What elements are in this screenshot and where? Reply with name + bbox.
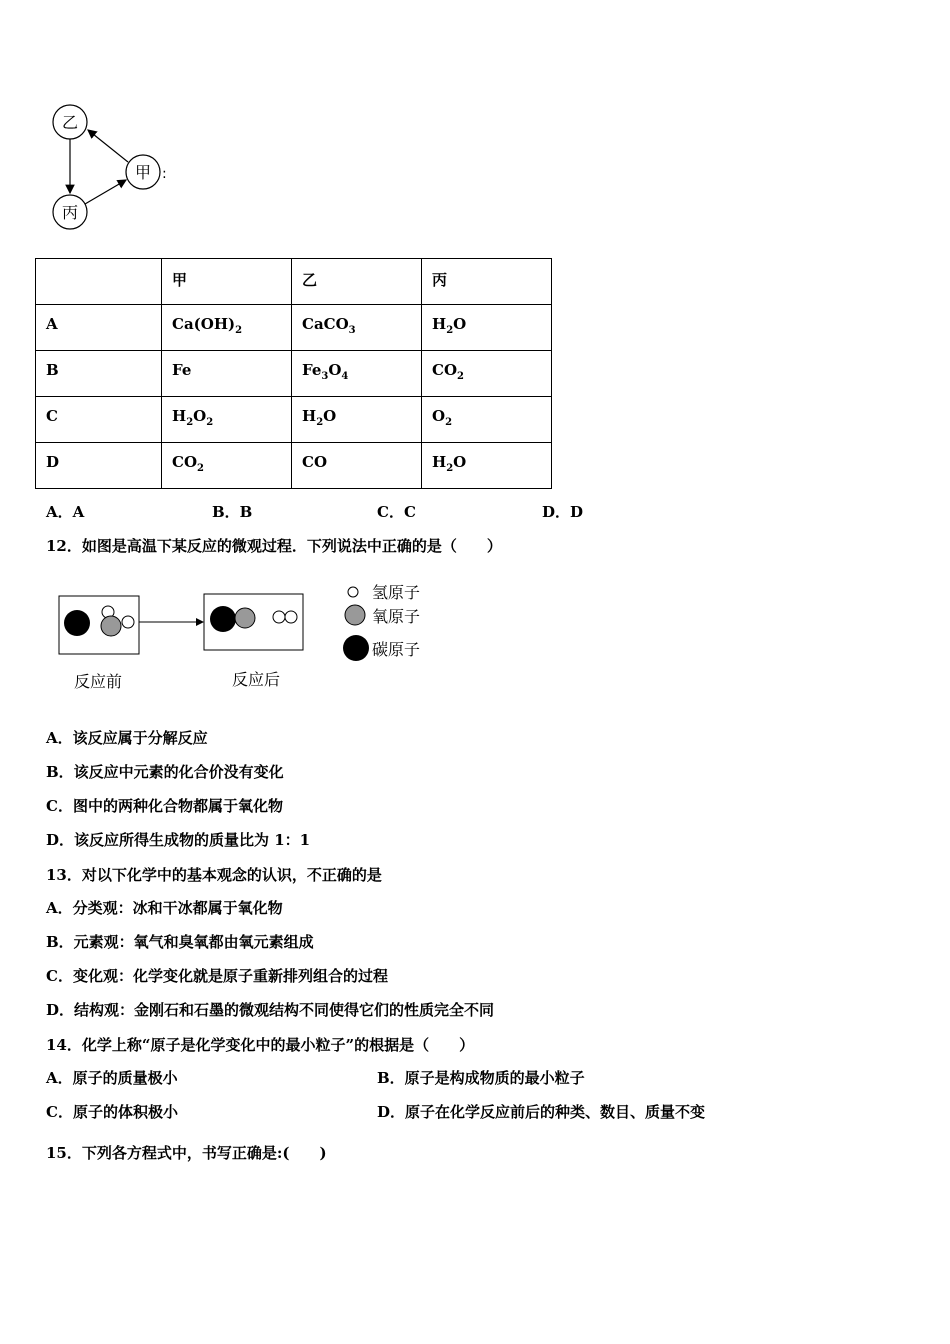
legend-oxygen-icon	[345, 605, 365, 625]
q11-option-b: B．B	[212, 503, 253, 521]
formula-cell: $Fe_3O_4$	[292, 351, 422, 397]
q15-stem: 15．下列各方程式中，书写正确是:( )	[46, 1144, 327, 1162]
row-label: D	[36, 443, 162, 489]
table-header-cell: 乙	[292, 259, 422, 305]
formula-cell: Fe	[162, 351, 292, 397]
q13-option-b: B．元素观：氧气和臭氧都由氧元素组成	[46, 933, 314, 951]
after-label: 反应后	[232, 670, 281, 689]
carbon-atom	[210, 606, 236, 632]
legend-hydrogen-label: 氢原子	[372, 583, 421, 602]
cycle-diagram	[40, 95, 180, 240]
formula-cell: CO	[292, 443, 422, 489]
before-label: 反应前	[74, 672, 123, 691]
arrow-bing-to-jia	[85, 180, 126, 204]
q13-option-a: A．分类观：冰和干冰都属于氧化物	[46, 899, 283, 917]
oxygen-atom	[235, 608, 255, 628]
formula-cell: $CO_2$	[422, 351, 552, 397]
node-bing-label: 丙	[61, 203, 79, 222]
formula-cell: $H_2O_2$	[162, 397, 292, 443]
q11-option-c: C．C	[377, 503, 416, 521]
q12-option-a: A．该反应属于分解反应	[46, 729, 208, 747]
hydrogen-atom	[273, 611, 285, 623]
diagram-colon: :	[162, 166, 167, 182]
q14-option-a: A．原子的质量极小	[46, 1069, 178, 1087]
q11-option-d: D．D	[542, 503, 584, 521]
table-header-cell	[36, 259, 162, 305]
formula-cell: CaCO$_3$	[292, 305, 422, 351]
table-row	[36, 397, 552, 443]
q14-stem: 14．化学上称“原子是化学变化中的最小粒子”的根据是（ ）	[46, 1036, 475, 1054]
table-row	[36, 305, 552, 351]
legend-hydrogen-icon	[348, 587, 358, 597]
node-jia-label: 甲	[134, 163, 152, 182]
formula-cell: $CO_2$	[162, 443, 292, 489]
q13-option-c: C．变化观：化学变化就是原子重新排列组合的过程	[46, 967, 388, 985]
q14-option-c: C．原子的体积极小	[46, 1103, 178, 1121]
row-label: C	[36, 397, 162, 443]
formula-cell: $H_2O$	[422, 443, 552, 489]
formula-cell: $H_2O$	[422, 305, 552, 351]
reaction-diagram	[50, 575, 450, 700]
table-row	[36, 443, 552, 489]
formula-cell: $Ca(OH)_2$	[162, 305, 292, 351]
chemistry-table	[35, 258, 552, 489]
table-row	[36, 351, 552, 397]
formula-cell: $H_2O$	[292, 397, 422, 443]
table-header-row	[36, 259, 552, 305]
q12-option-b: B．该反应中元素的化合价没有变化	[46, 763, 284, 781]
q13-option-d: D．结构观：金刚石和石墨的微观结构不同使得它们的性质完全不同	[46, 1001, 495, 1019]
q12-option-c: C．图中的两种化合物都属于氧化物	[46, 797, 283, 815]
q14-option-b: B．原子是构成物质的最小粒子	[377, 1069, 585, 1087]
q11-option-a: A．A	[46, 503, 85, 521]
arrow-jia-to-yi	[88, 130, 128, 162]
table-header-cell: 甲	[162, 259, 292, 305]
row-label: B	[36, 351, 162, 397]
formula-cell: $O_2$	[422, 397, 552, 443]
q12-stem: 12．如图是高温下某反应的微观过程．下列说法中正确的是（ ）	[46, 537, 502, 555]
hydrogen-atom	[285, 611, 297, 623]
legend-carbon-icon	[343, 635, 369, 661]
q12-option-d: D．该反应所得生成物的质量比为 1：1	[46, 831, 311, 849]
q14-option-d: D．原子在化学反应前后的种类、数目、质量不变	[377, 1103, 706, 1121]
hydrogen-atom	[122, 616, 134, 628]
node-yi-label: 乙	[61, 113, 79, 132]
row-label: A	[36, 305, 162, 351]
q13-stem: 13．对以下化学中的基本观念的认识，不正确的是	[46, 866, 382, 884]
oxygen-atom	[101, 616, 121, 636]
legend-oxygen-label: 氧原子	[372, 607, 421, 626]
legend-carbon-label: 碳原子	[372, 640, 421, 659]
carbon-atom	[64, 610, 90, 636]
table-header-cell: 丙	[422, 259, 552, 305]
